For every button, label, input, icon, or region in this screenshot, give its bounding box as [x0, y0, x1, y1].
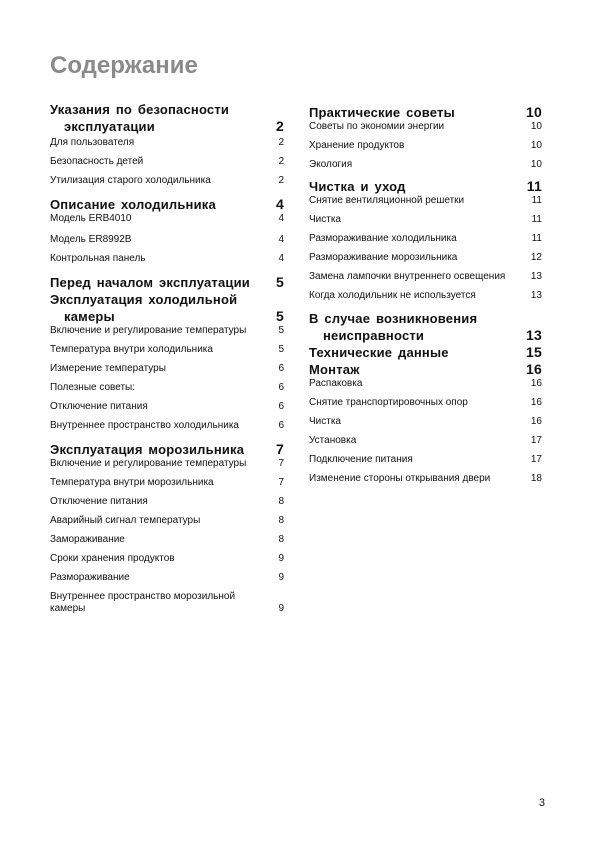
item-label: Включение и регулирование температуры	[50, 458, 247, 469]
section-title: Эксплуатация морозильника	[50, 442, 245, 457]
section-page: 2	[276, 118, 284, 134]
item-label: Подключение питания	[309, 454, 413, 465]
toc-section-before-use[interactable]	[50, 274, 284, 291]
item-label: Размораживание морозильника	[309, 252, 458, 263]
item-page: 16	[530, 378, 542, 389]
section-page: 15	[526, 344, 542, 360]
toc-item[interactable]	[50, 253, 284, 272]
item-page: 12	[530, 252, 542, 263]
item-page: 16	[530, 397, 542, 408]
toc-item[interactable]	[309, 271, 542, 290]
section-page: 4	[276, 196, 284, 212]
item-page: 11	[531, 233, 542, 244]
toc-item[interactable]	[309, 233, 542, 252]
item-label: Чистка	[309, 214, 341, 225]
item-label: Безопасность детей	[50, 156, 144, 167]
toc-item[interactable]	[309, 435, 542, 454]
toc-section-safety[interactable]	[50, 101, 284, 135]
item-label: Аварийный сигнал температуры	[50, 515, 201, 526]
toc-item[interactable]	[309, 140, 542, 159]
item-page: 10	[530, 140, 542, 151]
toc-item[interactable]	[50, 496, 284, 515]
item-label: Для пользователя	[50, 137, 135, 148]
item-label: Хранение продуктов	[309, 140, 405, 151]
item-page: 2	[278, 156, 284, 167]
item-label-cont: камеры	[50, 603, 86, 614]
toc-item[interactable]	[50, 325, 284, 344]
item-label: Размораживание холодильника	[309, 233, 457, 244]
item-label: Включение и регулирование температуры	[50, 325, 247, 336]
toc-item[interactable]	[50, 213, 284, 234]
section-page: 7	[276, 441, 284, 457]
item-label: Внутреннее пространство холодильника	[50, 420, 239, 431]
item-page: 6	[278, 363, 284, 374]
section-title: Чистка и уход	[309, 179, 406, 194]
toc-right-column	[309, 101, 542, 492]
item-label: Размораживание	[50, 572, 130, 583]
item-page: 8	[278, 496, 284, 507]
item-label: Отключение питания	[50, 496, 148, 507]
toc-item[interactable]	[50, 572, 284, 591]
toc-item[interactable]	[309, 378, 542, 397]
section-title: Описание холодильника	[50, 197, 216, 212]
toc-item[interactable]	[309, 290, 542, 309]
item-label: Установка	[309, 435, 357, 446]
toc-item[interactable]	[50, 534, 284, 553]
toc-item[interactable]	[50, 553, 284, 572]
section-page: 5	[276, 274, 284, 290]
toc-item[interactable]	[309, 473, 542, 492]
toc-item[interactable]	[50, 363, 284, 382]
item-label: Замена лампочки внутреннего освещения	[309, 271, 506, 282]
section-title: Практические советы	[309, 105, 455, 120]
item-page: 17	[530, 435, 542, 446]
item-label: Сроки хранения продуктов	[50, 553, 175, 564]
item-page: 4	[278, 213, 284, 224]
toc-item[interactable]	[50, 344, 284, 363]
section-title: Эксплуатация холодильной	[50, 292, 238, 307]
item-page: 4	[278, 253, 284, 264]
section-title: В случае возникновения	[309, 311, 478, 326]
item-label: Температура внутри холодильника	[50, 344, 213, 355]
item-label: Снятие вентиляционной решетки	[309, 195, 465, 206]
toc-item[interactable]	[309, 397, 542, 416]
item-page: 4	[278, 234, 284, 245]
toc-item[interactable]	[309, 159, 542, 178]
toc-section-technical-data[interactable]	[309, 344, 542, 361]
item-page: 6	[278, 382, 284, 393]
toc-item[interactable]	[50, 458, 284, 477]
item-page: 18	[530, 473, 542, 484]
item-page: 13	[530, 290, 542, 301]
item-page: 11	[531, 195, 542, 206]
item-label: Отключение питания	[50, 401, 148, 412]
toc-item[interactable]	[309, 195, 542, 214]
item-page: 17	[530, 454, 542, 465]
item-page: 8	[278, 515, 284, 526]
item-label: Советы по экономии энергии	[309, 121, 445, 132]
toc-item[interactable]	[50, 401, 284, 420]
toc-section-practical-tips[interactable]	[309, 104, 542, 121]
item-label: Модель ERB4010	[50, 213, 132, 224]
section-title-cont: неисправности	[323, 328, 425, 343]
item-page: 8	[278, 534, 284, 545]
toc-section-installation[interactable]	[309, 361, 542, 378]
toc-left-column	[50, 101, 284, 615]
item-page: 5	[278, 344, 284, 355]
item-label: Чистка	[309, 416, 341, 427]
item-label: Утилизация старого холодильника	[50, 175, 211, 186]
section-page: 11	[526, 178, 542, 194]
section-title-cont: эксплуатации	[64, 119, 155, 134]
toc-section-fridge-operation[interactable]	[50, 291, 284, 325]
toc-item[interactable]	[309, 252, 542, 271]
section-title: Технические данные	[309, 345, 449, 360]
item-page: 5	[278, 325, 284, 336]
toc-item[interactable]	[50, 234, 284, 253]
item-label: Замораживание	[50, 534, 125, 545]
toc-item[interactable]	[50, 137, 284, 156]
section-title: Перед началом эксплуатации	[50, 275, 250, 290]
item-page: 7	[278, 458, 284, 469]
toc-section-troubleshooting[interactable]	[309, 310, 542, 344]
item-label: Температура внутри морозильника	[50, 477, 214, 488]
item-page: 9	[278, 553, 284, 564]
section-page: 13	[526, 327, 542, 343]
item-label: Изменение стороны открывания двери	[309, 473, 491, 484]
item-page: 9	[278, 603, 284, 614]
page-number: 3	[538, 797, 545, 809]
section-title-cont: камеры	[64, 309, 115, 324]
item-page: 7	[278, 477, 284, 488]
toc-item[interactable]	[309, 214, 542, 233]
section-page: 10	[526, 104, 542, 120]
toc-item[interactable]	[50, 420, 284, 439]
toc-section-cleaning[interactable]	[309, 178, 542, 195]
section-title: Монтаж	[309, 362, 360, 377]
item-label: Измерение температуры	[50, 363, 166, 374]
item-label: Распаковка	[309, 378, 363, 389]
section-page: 5	[276, 308, 284, 324]
item-page: 11	[531, 214, 542, 225]
item-label: Экология	[309, 159, 353, 170]
item-label: Снятие транспортировочных опор	[309, 397, 468, 408]
item-page: 2	[278, 175, 284, 186]
item-label: Внутреннее пространство морозильной	[50, 591, 236, 602]
toc-item[interactable]	[309, 454, 542, 473]
toc-item[interactable]	[309, 416, 542, 435]
toc-item[interactable]	[309, 121, 542, 140]
item-page: 13	[530, 271, 542, 282]
item-label: Когда холодильник не используется	[309, 290, 476, 301]
item-label: Модель ER8992B	[50, 234, 132, 245]
item-label: Контрольная панель	[50, 253, 146, 264]
item-page: 10	[530, 159, 542, 170]
section-title: Указания по безопасности	[50, 102, 230, 117]
item-page: 9	[278, 572, 284, 583]
toc-section-description[interactable]	[50, 196, 284, 213]
item-page: 6	[278, 401, 284, 412]
item-page: 2	[278, 137, 284, 148]
item-page: 6	[278, 420, 284, 431]
item-page: 16	[530, 416, 542, 427]
page-title: Содержание	[50, 52, 198, 79]
toc-section-freezer-operation[interactable]	[50, 441, 284, 458]
toc-item[interactable]	[50, 156, 284, 175]
section-page: 16	[526, 361, 542, 377]
toc-item[interactable]	[50, 591, 284, 615]
toc-item[interactable]	[50, 477, 284, 496]
item-label: Полезные советы:	[50, 382, 135, 393]
toc-item[interactable]	[50, 515, 284, 534]
toc-item[interactable]	[50, 175, 284, 194]
toc-item[interactable]	[50, 382, 284, 401]
item-page: 10	[530, 121, 542, 132]
